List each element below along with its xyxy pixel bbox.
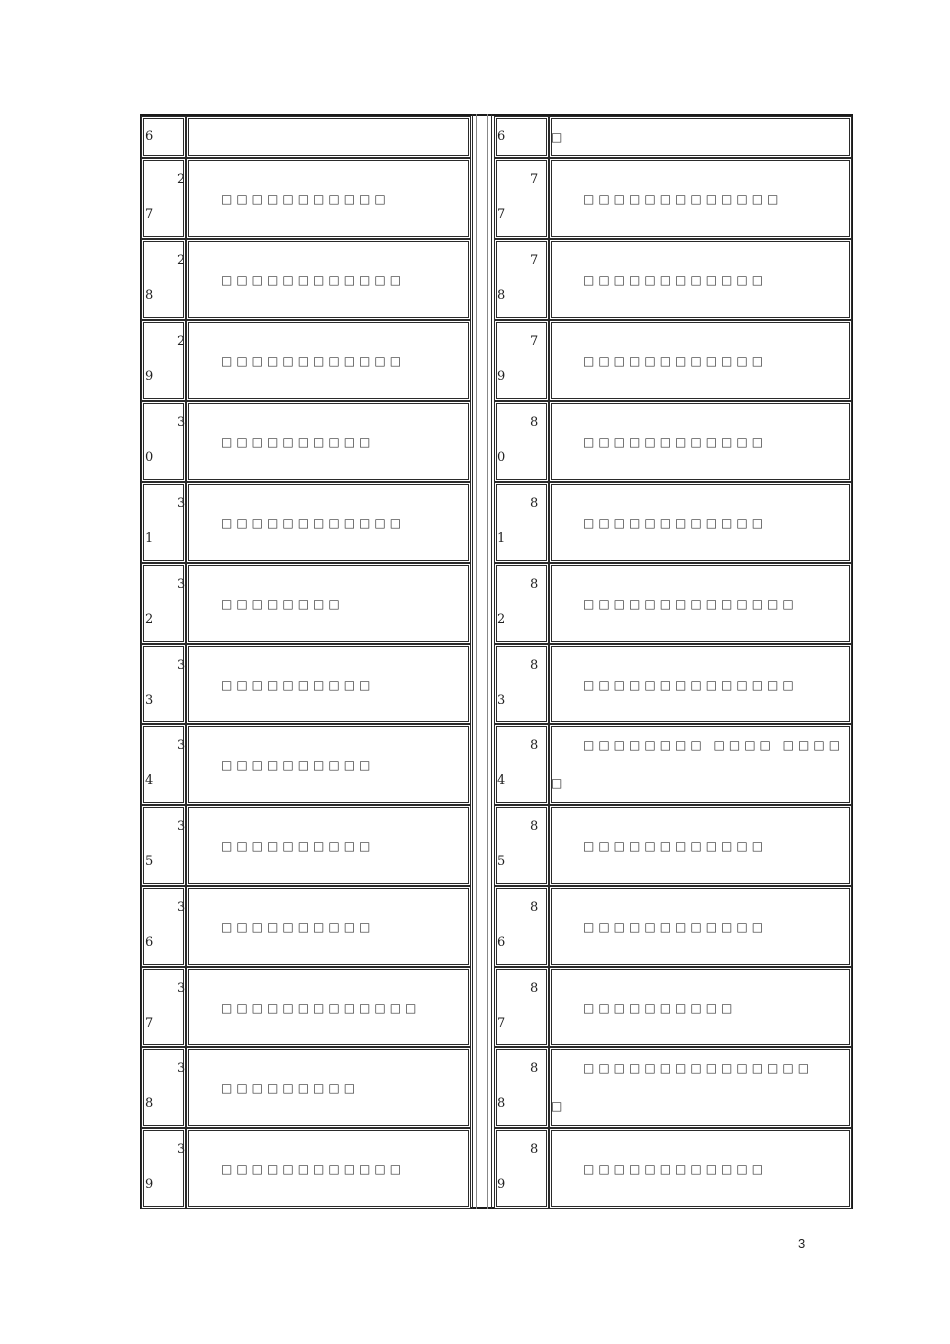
row-number-cell [141,563,186,644]
row-label: □□□□□□□□□□□□□□□ [583,1061,814,1075]
row-number-cell [141,158,186,239]
row-number-cell [141,886,186,967]
row-label: □□□□□□□□□□□ [221,192,390,206]
row-number-bottom: 4 [145,773,154,788]
row-number-bottom: 7 [145,207,154,222]
row-number-top: 8 [530,1142,539,1157]
row-label: □□□□□□□□□ [221,1081,360,1095]
row-number-top: 7 [530,253,539,268]
row-number-bottom: 8 [145,1096,154,1111]
row-text-cell [186,116,471,158]
row-label: □□□□□□□□□□□□ [221,516,406,530]
row-number-bottom: 4 [497,773,506,788]
row-number-bottom: 6 [145,935,154,950]
row-label: □□□□□□□□□□ [221,839,375,853]
row-number-cell [494,401,549,482]
row-label: □□□□□□□□□□ [583,1001,737,1015]
row-number-bottom: 1 [145,531,154,546]
row-number-cell [494,1047,549,1128]
row-text-cell [549,116,852,158]
row-label: □□□□□□□□□□□□ [221,273,406,287]
row-number-cell [141,805,186,886]
row-number-cell [494,563,549,644]
row-label: □□□□□□□□□□□□□□ [583,597,798,611]
row-number-top: 3 [177,1142,186,1157]
row-number-top: 8 [530,658,539,673]
row-label: □□□□□□□□□□ [221,920,375,934]
row-number-top: 8 [530,981,539,996]
row-number-cell [141,1128,186,1209]
row-number-cell [141,239,186,320]
row-number-top: 3 [177,496,186,511]
row-number-top: 3 [177,415,186,430]
row-number-bottom: 8 [497,1096,506,1111]
row-label: □□□□□□□□□□ [221,435,375,449]
row-number-bottom: 7 [145,1016,154,1031]
row-number-top: 8 [530,577,539,592]
row-number-cell [494,158,549,239]
row-number-bottom: 9 [145,369,154,384]
row-number-cell [494,967,549,1047]
row-label: □□□□□□□□□□□□ [583,273,768,287]
row-number-cell [494,805,549,886]
row-number-bottom: 3 [497,693,506,708]
row-label: □□□□□□□□□□□□ [221,1162,406,1176]
row-number-bottom: 9 [497,1177,506,1192]
row-number-cell [494,644,549,724]
row-number-cell [141,482,186,563]
row-number-top: 8 [530,819,539,834]
row-number-cell [141,967,186,1047]
row-label: □□□□□□□□□□□□ [583,354,768,368]
row-number-bottom: 7 [497,207,506,222]
row-number-bottom: 7 [497,1016,506,1031]
row-number-bottom: 9 [145,1177,154,1192]
row-number-top: 3 [177,819,186,834]
row-number-top: 8 [530,496,539,511]
row-number-bottom: 2 [497,612,506,627]
row-number-top: 2 [177,334,186,349]
row-label: □□□□□□□□□□□□ [583,516,768,530]
row-number-bottom: 8 [145,288,154,303]
row-number-top: 3 [177,1061,186,1076]
row-label: □□□□□□□□□□□□□□ [583,678,798,692]
row-number-top: 2 [177,172,186,187]
row-number-bottom: 5 [497,854,506,869]
column-gutter [472,114,492,1209]
row-number-bottom: 0 [497,450,506,465]
row-number-top: 3 [177,900,186,915]
row-number-bottom: 9 [497,369,506,384]
row-number-top: 8 [530,1061,539,1076]
row-number-cell [494,482,549,563]
row-number-top: 3 [177,981,186,996]
row-number-cell [141,724,186,805]
row-label: □□□□□□□□□□□□ [583,1162,768,1176]
row-number-top: 8 [530,900,539,915]
row-number-bottom: 6 [497,129,506,144]
row-number-top: 7 [530,334,539,349]
row-number-cell [494,320,549,401]
row-number-cell [494,886,549,967]
row-number-cell [141,644,186,724]
row-number-top: 3 [177,577,186,592]
row-number-top: 8 [530,738,539,753]
row-label: □□□□□□□□ [221,597,344,611]
row-number-cell [141,320,186,401]
row-label: □□□□□□□□□□□□ [583,920,768,934]
row-label: □□□□□□□□□□□□ [583,435,768,449]
row-number-cell [494,724,549,805]
row-number-bottom: 5 [145,854,154,869]
row-label: □□□□□□□□□□□□ [583,839,768,853]
row-number-top: 3 [177,658,186,673]
row-label: □□□□□□□□□□ [221,678,375,692]
row-number-top: 3 [177,738,186,753]
row-label-overflow: □ [551,130,563,144]
row-label: □□□□□□□□□□□□□ [583,192,783,206]
row-label: □□□□□□□□ □□□□ □□□□ [583,738,845,752]
row-number-top: 7 [530,172,539,187]
row-label-overflow: □ [551,1099,563,1113]
row-label: □□□□□□□□□□ [221,758,375,772]
row-number-cell [494,1128,549,1209]
row-number-bottom: 0 [145,450,154,465]
row-label: □□□□□□□□□□□□ [221,354,406,368]
row-number-top: 8 [530,415,539,430]
row-label-overflow: □ [551,776,563,790]
row-number-bottom: 8 [497,288,506,303]
row-label: □□□□□□□□□□□□□ [221,1001,421,1015]
page-number: 3 [798,1236,806,1251]
row-number-bottom: 2 [145,612,154,627]
row-number-top: 2 [177,253,186,268]
row-number-bottom: 1 [497,531,506,546]
row-number-cell [141,401,186,482]
row-number-bottom: 3 [145,693,154,708]
row-number-cell [141,1047,186,1128]
row-number-bottom: 6 [145,129,154,144]
row-number-bottom: 6 [497,935,506,950]
row-number-cell [494,239,549,320]
